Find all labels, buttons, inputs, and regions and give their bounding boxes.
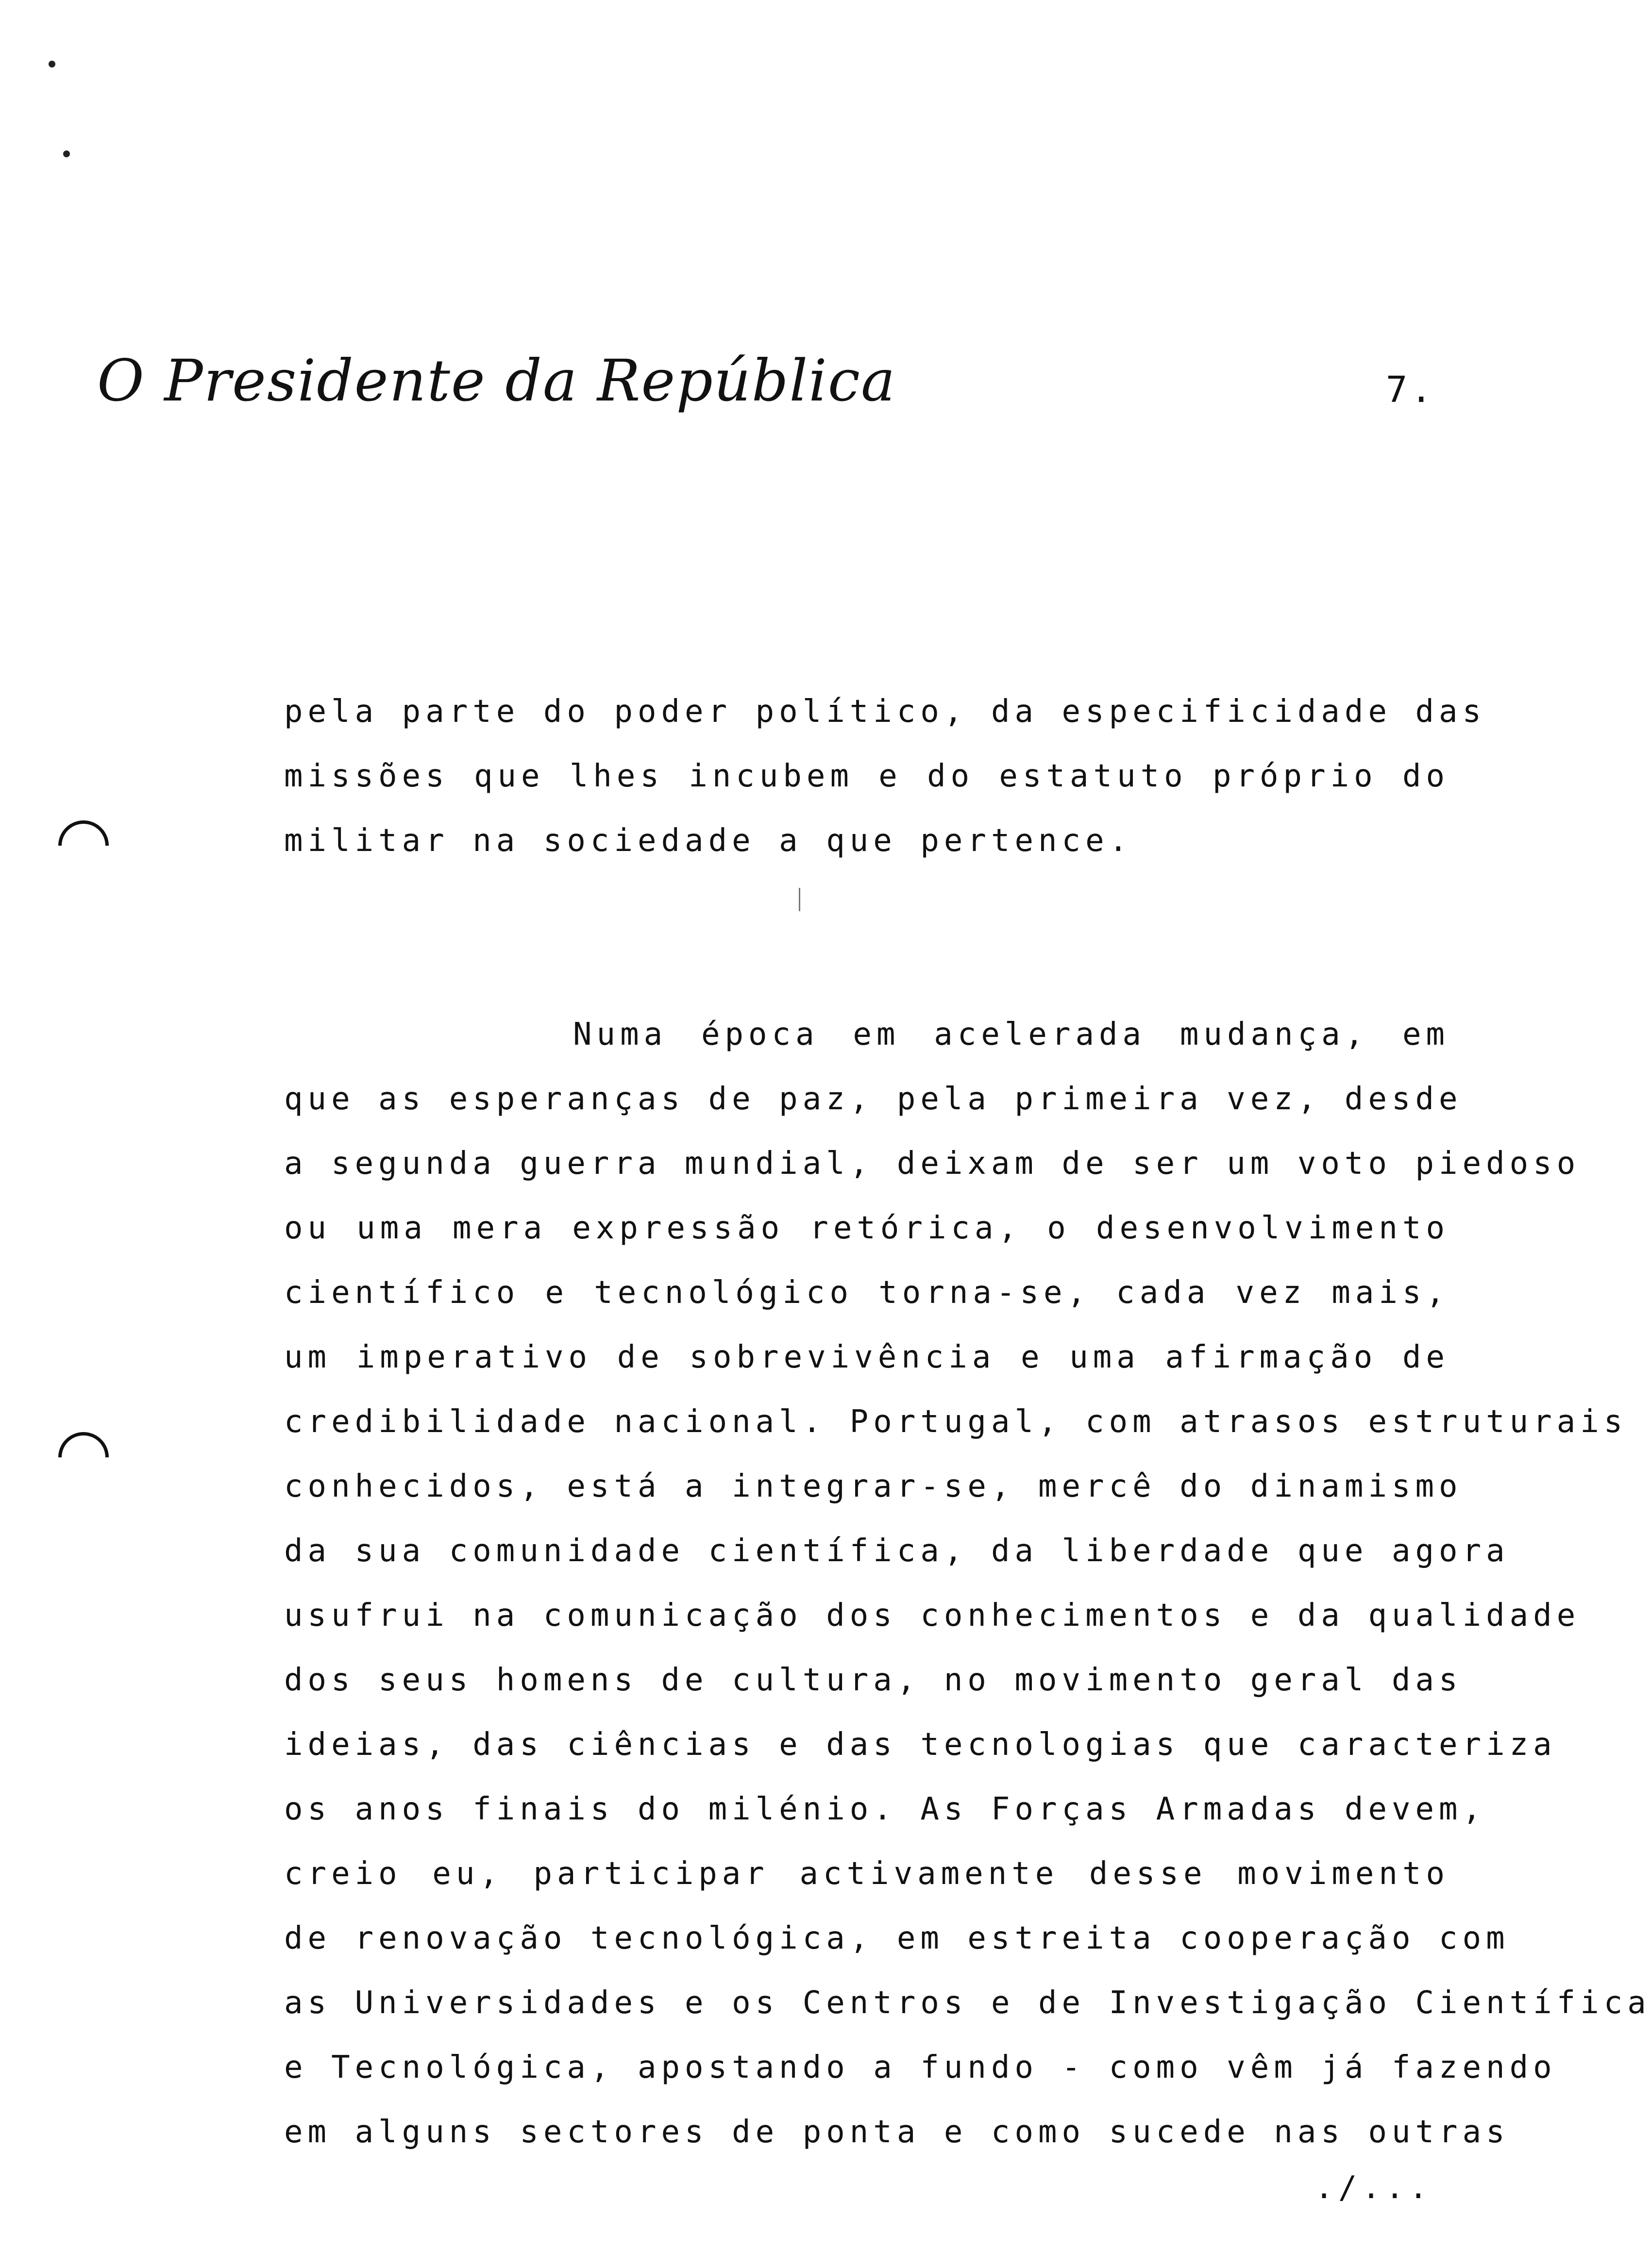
text-line: militar na sociedade a que pertence.	[284, 823, 1133, 859]
text-line: os anos finais do milénio. As Forças Armadas devem,	[284, 1791, 1486, 1827]
text-line: creio eu, participar activamente desse movimento	[284, 1856, 1449, 1892]
text-line: um imperativo de sobrevivência e uma afirmação de	[284, 1339, 1449, 1375]
continuation-mark: ./...	[1314, 2170, 1432, 2206]
text-line: científico e tecnológico torna-se, cada vez mais,	[284, 1275, 1449, 1311]
text-line: pela parte do poder político, da especificidade das	[284, 694, 1486, 730]
page-number: 7.	[1385, 369, 1435, 411]
text-line: da sua comunidade científica, da liberdade que agora	[284, 1533, 1510, 1569]
text-line: missões que lhes incubem e do estatuto próprio do	[284, 758, 1449, 794]
margin-dot	[63, 150, 70, 157]
text-line: de renovação tecnológica, em estreita cooperação com	[284, 1920, 1510, 1956]
text-line: e Tecnológica, apostando a fundo - como vêm já fazendo	[284, 2050, 1557, 2085]
text-line: dos seus homens de cultura, no movimento geral das	[284, 1662, 1463, 1698]
text-line: conhecidos, está a integrar-se, mercê do dinamismo	[284, 1468, 1463, 1504]
text-line: ideias, das ciências e das tecnologias que caracteriza	[284, 1727, 1557, 1763]
punch-hole-mark	[48, 810, 119, 881]
text-line: que as esperanças de paz, pela primeira vez, desde	[284, 1081, 1463, 1117]
stray-mark	[799, 888, 800, 911]
letterhead: O Presidente da República	[97, 347, 896, 414]
text-line: Numa época em acelerada mudança, em	[573, 1017, 1449, 1052]
margin-dot	[49, 61, 55, 67]
text-line: usufrui na comunicação dos conhecimentos e da qualidade	[284, 1598, 1581, 1634]
text-line: a segunda guerra mundial, deixam de ser um voto piedoso	[284, 1146, 1581, 1182]
text-line: em alguns sectores de ponta e como sucede nas outras	[284, 2114, 1510, 2150]
text-line: ou uma mera expressão retórica, o desenvolvimento	[284, 1210, 1449, 1246]
document-body	[284, 680, 1651, 2165]
text-line: credibilidade nacional. Portugal, com atrasos estruturais	[284, 1404, 1628, 1440]
paragraph-gap	[284, 873, 1449, 1002]
text-line: as Universidades e os Centros e de Investigação Científica	[284, 1985, 1651, 2021]
punch-hole-mark	[48, 1421, 119, 1493]
